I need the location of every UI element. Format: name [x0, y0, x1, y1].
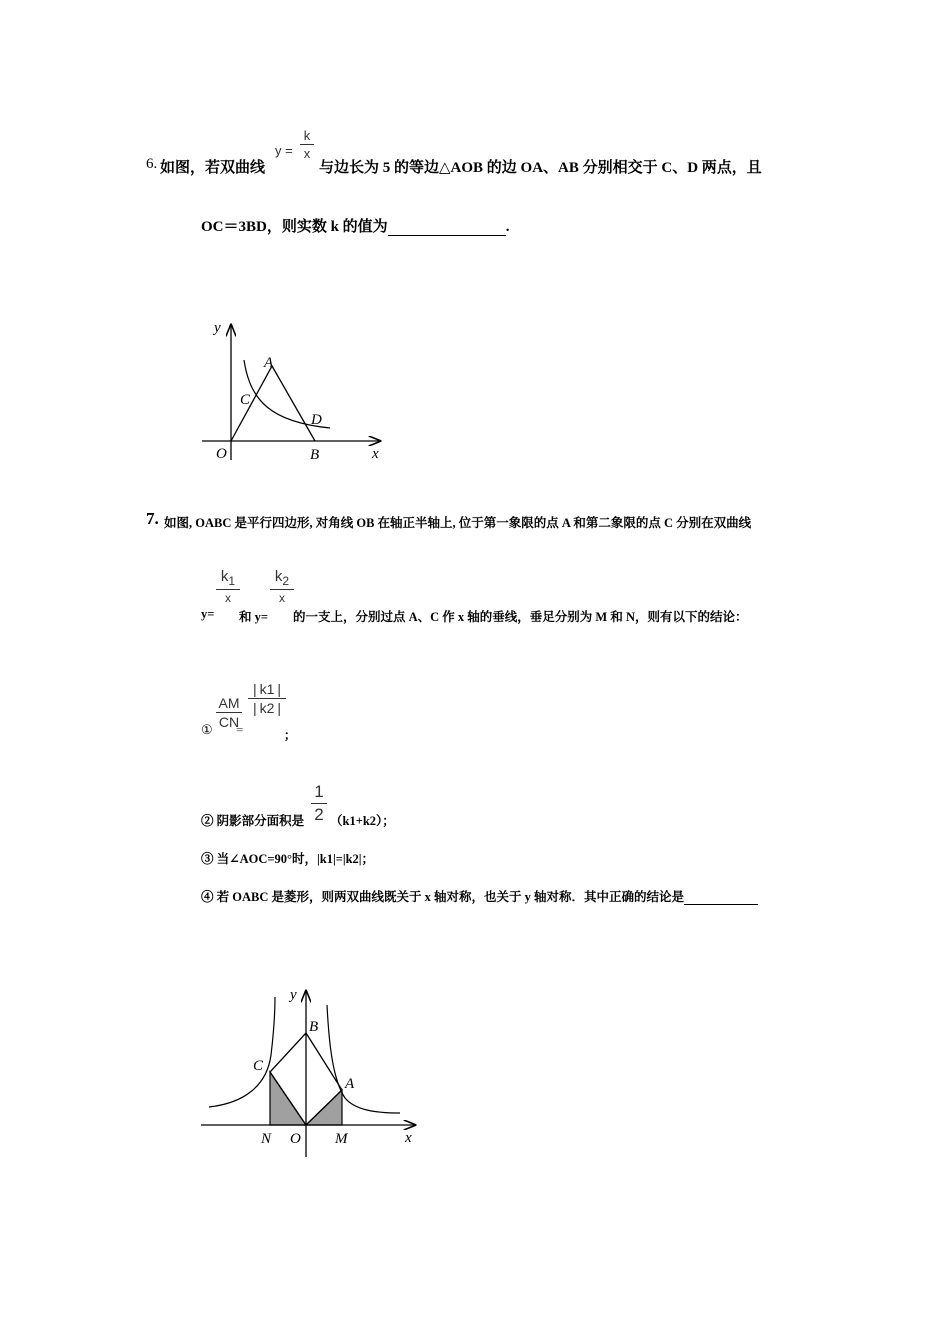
q7-c2-den: 2 [314, 805, 324, 824]
q7-c1-rnum: | k1 | [252, 681, 282, 697]
q7-label-n: N [261, 1131, 272, 1147]
q7-c1-mark: ① [201, 722, 213, 737]
q7-c2-fraction [311, 782, 327, 825]
q6-figure [190, 310, 400, 470]
q7-c1-den: CN [218, 714, 240, 730]
q7-f2-den: x [279, 591, 285, 605]
q6-label-c: C [240, 392, 251, 408]
q7-label-c: C [253, 1058, 264, 1074]
q7-label-o: O [290, 1131, 301, 1147]
q7-label-y: y [290, 987, 297, 1003]
q7-f1-num: $k_1$ [220, 568, 236, 588]
q6-label-b: B [310, 447, 320, 463]
q6-formula-den: x [303, 146, 311, 161]
q7-line2: 的一支上，分别过点 A、C 作 x 轴的垂线，垂足分别为 M 和 N，则有以下的结论： [293, 610, 748, 624]
q6-text-start: 如图，若双曲线 [160, 160, 266, 176]
q7-c1-eq: = [236, 722, 244, 737]
q7-c4 [201, 887, 758, 905]
q6-line2 [201, 215, 509, 236]
q6-label-x: x [372, 446, 379, 462]
q7-f1-den: x [225, 591, 231, 605]
q7-number: 7. [146, 509, 159, 528]
q7-c1-rden: | k2 | [252, 700, 282, 716]
q7-f1-bar [216, 589, 240, 590]
q6-answer-blank[interactable] [388, 221, 506, 236]
q7-c1-num: AM [218, 695, 240, 711]
q6-line2-text: OC＝3BD，则实数 k 的值为 [201, 219, 388, 235]
q7-label-x: x [405, 1130, 412, 1146]
q7-and: 和 y= [239, 610, 268, 624]
q7-f1-fraction [216, 568, 240, 605]
q6-formula-lhs: y = [275, 143, 293, 158]
q7-c2-text: ② 阴影部分面积是 [201, 814, 305, 828]
q7-c1-rhs-fraction [248, 681, 286, 716]
q6-number: 6. [146, 156, 158, 172]
q7-c2-num: 1 [314, 782, 324, 801]
q7-answer-blank[interactable] [684, 892, 758, 905]
q7-label-m: M [335, 1131, 348, 1147]
q7-label-b: B [309, 1019, 319, 1035]
q6-label-o: O [216, 446, 227, 462]
q7-f2-num: $k_2$ [274, 568, 290, 588]
q7-f1-lhs: y= [201, 607, 215, 621]
q7-line1: 如图, OABC 是平行四边形, 对角线 OB 在轴正半轴上, 位于第一象限的点 A 和第二象限的点 C 分别在双曲线 [164, 516, 752, 530]
q7-c4-text: ④ 若 OABC 是菱形，则两双曲线既关于 x 轴对称，也关于 y 轴对称．其中正确的结论是 [201, 890, 684, 904]
q7-f2-bar [270, 589, 294, 590]
q7-c1-bar [216, 712, 242, 713]
q6-formula-bar [300, 144, 314, 145]
q7-hyperbola-left [209, 997, 275, 1107]
q6-text-end: 与边长为 5 的等边△AOB 的边 OA、AB 分别相交于 C、D 两点，且 [319, 160, 762, 176]
q6-label-d: D [311, 412, 322, 428]
q7-c1-end: ； [284, 728, 297, 742]
q7-c1-rbar [248, 698, 286, 699]
q7-c3: ③ 当∠AOC=90°时，|k1|=|k2|； [201, 852, 375, 866]
q7-figure [195, 985, 425, 1165]
q6-label-y: y [214, 320, 221, 336]
q6-line2-period: . [505, 219, 510, 235]
q7-c2-bar [311, 803, 327, 804]
q7-c2-rest: （k1+k2）； [330, 814, 395, 828]
q6-formula-num: k [303, 128, 311, 143]
q6-formula-fraction [300, 128, 314, 161]
q7-label-a: A [345, 1076, 355, 1092]
q7-f2-fraction [270, 568, 294, 605]
q6-label-a: A [264, 355, 274, 371]
